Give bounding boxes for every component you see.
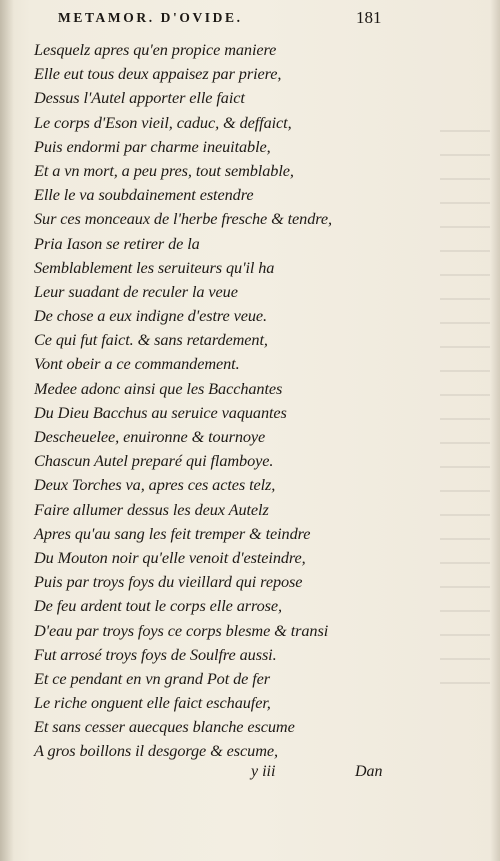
signature-mark: y iii — [251, 763, 276, 780]
verse-line: Elle eut tous deux appaisez par priere, — [34, 64, 282, 84]
verse-line: Ce qui fut faict. & sans retardement, — [34, 330, 268, 350]
verse-block — [34, 38, 454, 764]
verse-line: De chose a eux indigne d'estre veue. — [34, 306, 268, 326]
verse-line: Elle le va soubdainement estendre — [34, 185, 254, 205]
verse-line: Fut arrosé troys foys de Soulfre aussi. — [34, 644, 277, 664]
page-header — [58, 8, 388, 30]
verse-line: Et sans cesser auecques blanche escume — [34, 717, 295, 737]
verse-line: Et ce pendant en vn grand Pot de fer — [34, 668, 271, 688]
verse-line: Lesquelz apres qu'en propice maniere — [34, 40, 277, 59]
verse-line: Sur ces monceaux de l'herbe fresche & tendre, — [34, 209, 332, 229]
verse-line: Deux Torches va, apres ces actes telz, — [34, 475, 276, 495]
verse-line: Apres qu'au sang les feit tremper & teindre — [34, 523, 311, 543]
verse-line: Pria Iason se retirer de la — [34, 233, 200, 253]
verse-line: De feu ardent tout le corps elle arrose, — [34, 596, 283, 616]
verse-line: Semblablement les seruiteurs qu'il ha — [34, 257, 275, 277]
verse-line: D'eau par troys foys ce corps blesme & transi — [34, 620, 329, 640]
verse-line: Le corps d'Eson vieil, caduc, & deffaict, — [34, 112, 292, 132]
verse-line: Medee adonc ainsi que les Bacchantes — [34, 378, 283, 398]
folio-number: 181 — [356, 8, 382, 27]
verse-line: Descheuelee, enuironne & tournoye — [34, 427, 266, 446]
verse-line: Et a vn mort, a peu pres, tout semblable, — [34, 160, 294, 180]
gutter-shadow — [0, 0, 14, 861]
verse-line: Du Mouton noir qu'elle venoit d'esteindre, — [34, 547, 306, 567]
verse-line: Vont obeir a ce commandement. — [34, 354, 240, 374]
verse-line: A gros boillons il desgorge & escume, — [34, 741, 278, 761]
catchword: Dan — [355, 763, 383, 780]
verse-line: Le riche onguent elle faict eschaufer, — [34, 693, 271, 713]
verse-line: Du Dieu Bacchus au seruice vaquantes — [34, 402, 287, 422]
verse-line: Puis endormi par charme ineuitable, — [34, 136, 271, 156]
verse-line: Puis par troys foys du vieillard qui repose — [34, 572, 303, 592]
page-edge — [490, 0, 500, 861]
page-footer — [0, 763, 500, 787]
verse-line: Chascun Autel preparé qui flamboye. — [34, 451, 274, 471]
verse-line: Dessus l'Autel apporter elle faict — [34, 88, 245, 108]
verse-line: Faire allumer dessus les deux Autelz — [34, 499, 269, 519]
verse-line: Leur suadant de reculer la veue — [34, 281, 238, 301]
running-head: METAMOR. D'OVIDE. — [58, 10, 243, 25]
